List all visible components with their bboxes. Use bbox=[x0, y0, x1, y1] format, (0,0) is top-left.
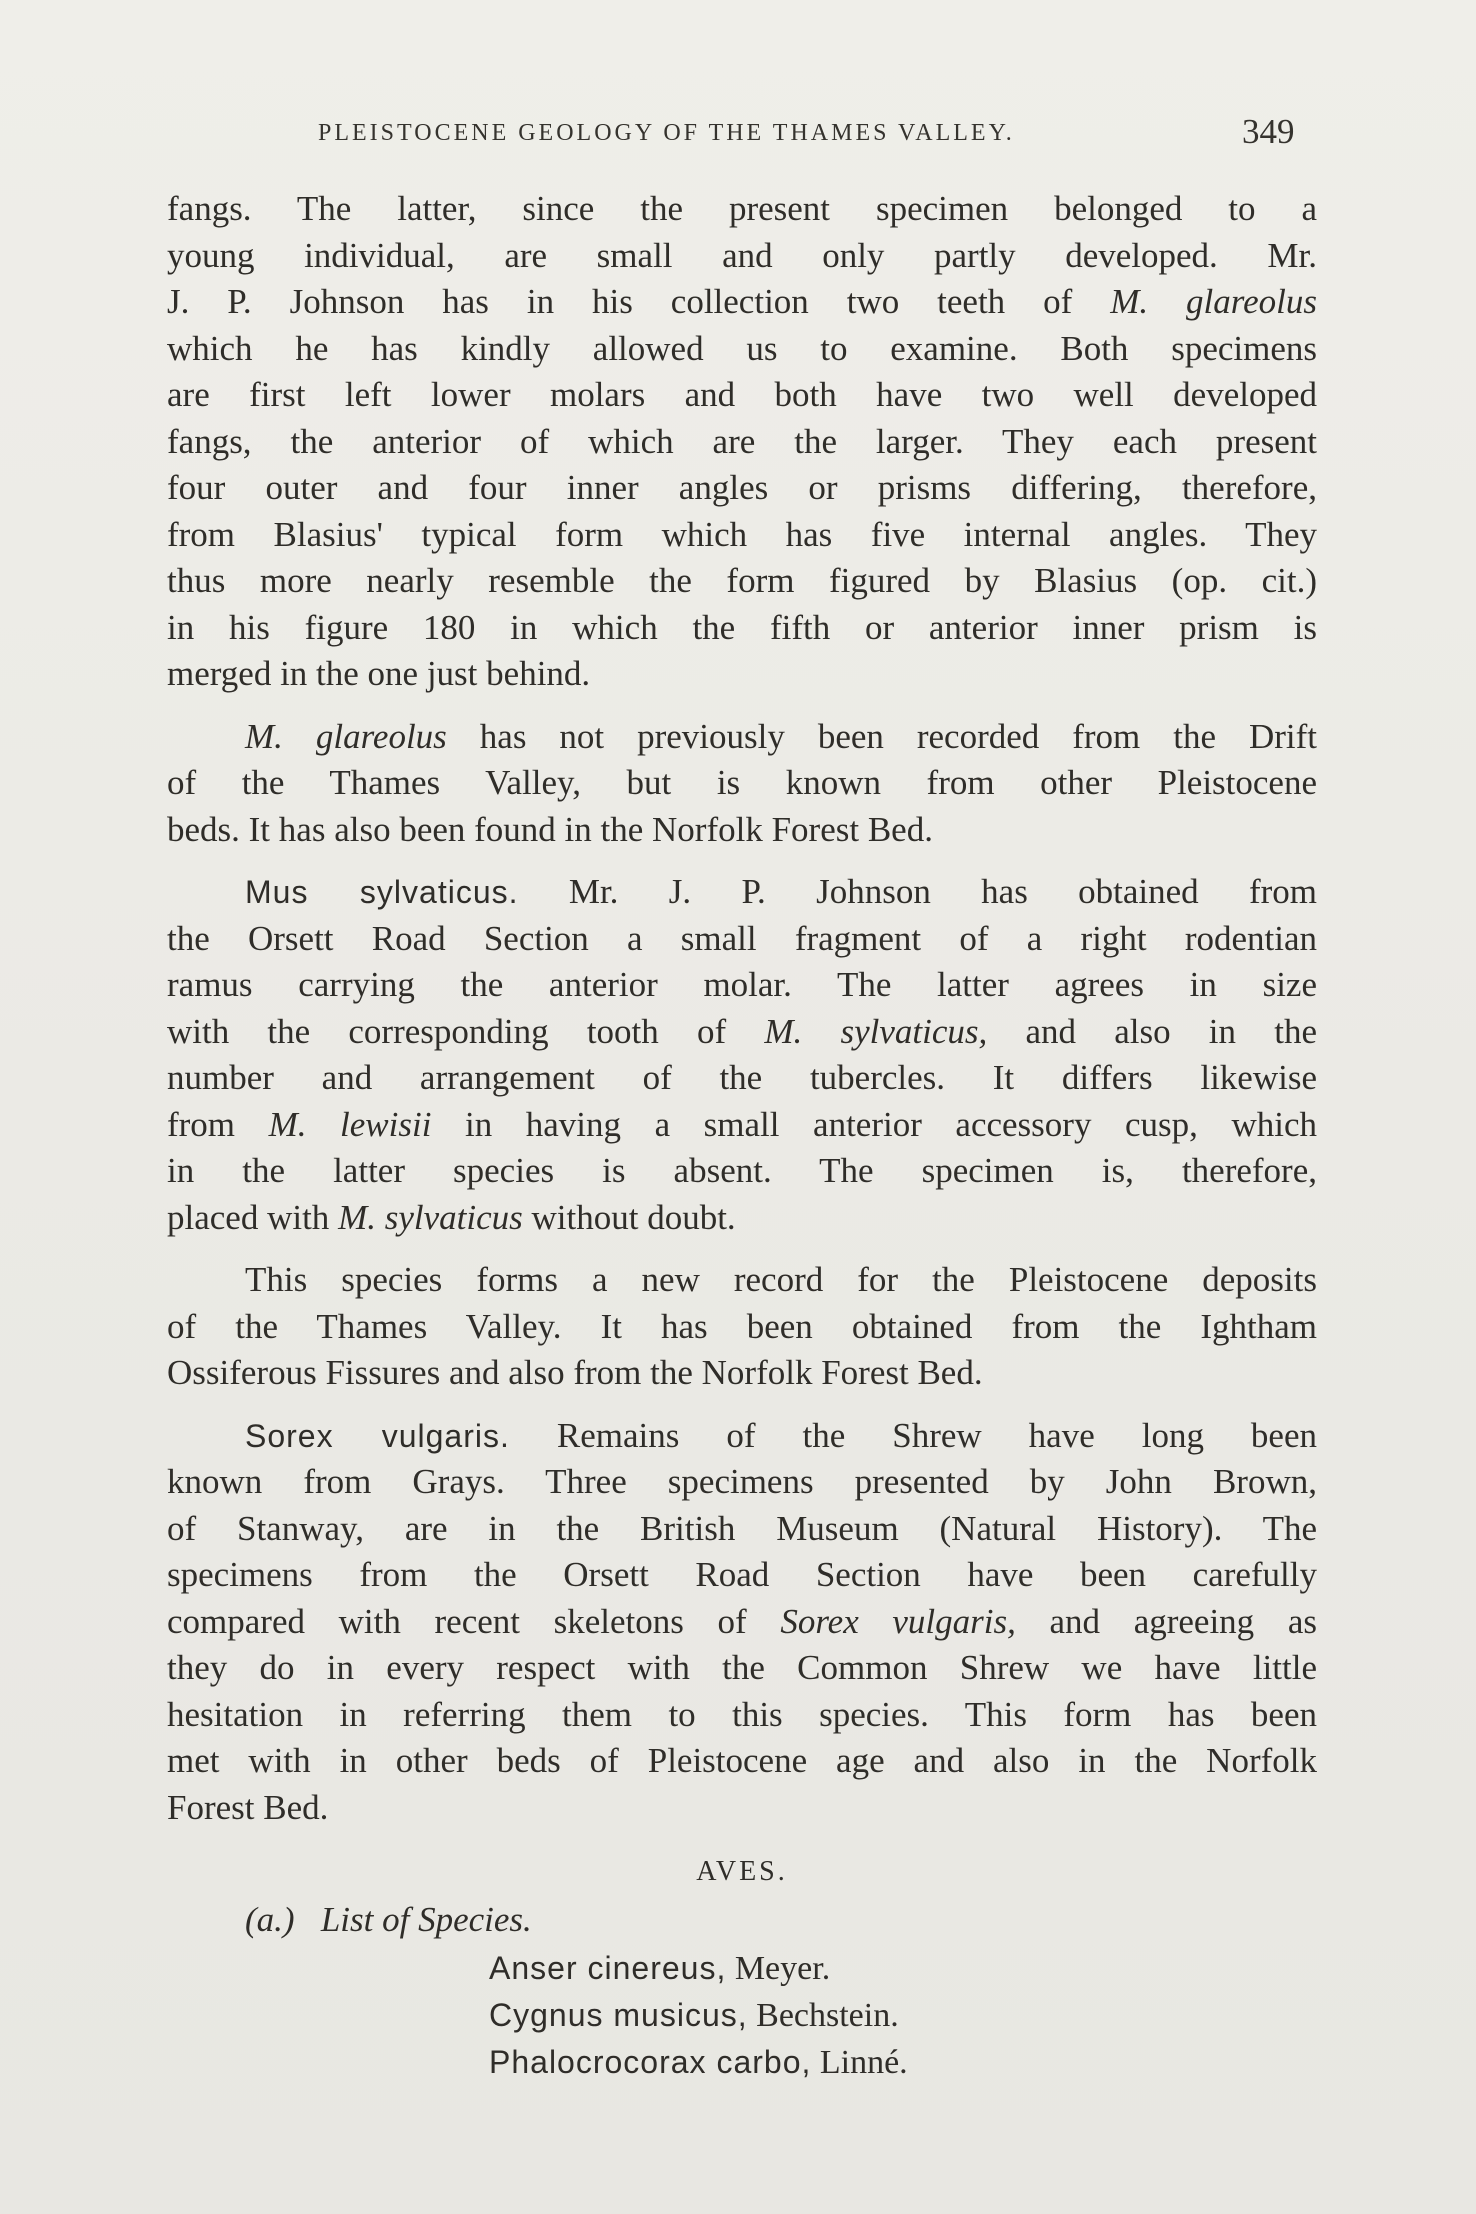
text-line: beds. It has also been found in the Norfolk Forest Bed. bbox=[167, 809, 933, 849]
page-number: 349 bbox=[1242, 112, 1295, 151]
text-line: of Stanway, are in the British Museum (Natural History). The bbox=[167, 1508, 1317, 1548]
list-subheading bbox=[167, 1895, 1317, 1945]
page-header bbox=[318, 112, 1318, 160]
text-line: hesitation in referring them to this species. This form has been bbox=[167, 1694, 1317, 1734]
paragraph-gap bbox=[167, 853, 1317, 869]
species-italic: M. sylvaticus bbox=[338, 1197, 523, 1237]
subheading-text: List of Species. bbox=[320, 1900, 532, 1939]
species-italic: M. lewisii bbox=[268, 1104, 432, 1144]
species-author: Linné. bbox=[811, 2044, 908, 2081]
text-line: fangs. The latter, since the present specimen belonged to a bbox=[167, 189, 1317, 228]
text-span: and agreeing as bbox=[1015, 1601, 1317, 1641]
running-head: PLEISTOCENE GEOLOGY OF THE THAMES VALLEY. bbox=[318, 120, 1015, 146]
text-line: thus more nearly resemble the form figured by Blasius (op. cit.) bbox=[167, 561, 1317, 600]
text-line bbox=[167, 1009, 1317, 1056]
paragraph-1 bbox=[167, 186, 1317, 698]
text-span: compared with recent skeletons of bbox=[167, 1601, 781, 1641]
text-line: which he has kindly allowed us to examine. Both specimens bbox=[167, 328, 1317, 368]
paragraph-gap bbox=[167, 698, 1317, 714]
text-line: in the latter species is absent. The specimen is, therefore, bbox=[167, 1151, 1317, 1190]
text-line bbox=[167, 1195, 1317, 1242]
text-line bbox=[167, 869, 1317, 916]
text-span: J. P. Johnson has in his collection two teeth of bbox=[167, 282, 1111, 321]
section-title-aves: AVES. bbox=[696, 1856, 788, 1887]
paragraph-gap bbox=[167, 1241, 1317, 1257]
text-line: number and arrangement of the tubercles. It differs likewise bbox=[167, 1058, 1317, 1097]
species-italic: M. glareolus bbox=[245, 716, 447, 756]
text-line bbox=[167, 279, 1317, 326]
paragraph-4 bbox=[167, 1257, 1317, 1397]
text-span: in having a small anterior accessory cusp, which bbox=[431, 1104, 1317, 1144]
text-line bbox=[167, 714, 1317, 761]
species-italic: M. glareolus bbox=[1110, 282, 1317, 321]
text-line: This species forms a new record for the Pleistocene deposits bbox=[245, 1260, 1317, 1299]
species-author: Meyer. bbox=[726, 1950, 831, 1987]
text-line: they do in every respect with the Common Shrew we have little bbox=[167, 1648, 1317, 1687]
text-line: merged in the one just behind. bbox=[167, 654, 591, 693]
species-list bbox=[167, 1945, 1317, 2086]
species-name: Phalocrocorax carbo, bbox=[489, 2044, 812, 2080]
text-span: with the corresponding tooth of bbox=[167, 1011, 765, 1051]
text-line: met with in other beds of Pleistocene age and also in the Norfolk bbox=[167, 1741, 1317, 1780]
text-line: Forest Bed. bbox=[167, 1787, 329, 1827]
text-line: fangs, the anterior of which are the larger. They each present bbox=[167, 421, 1317, 461]
text-line: the Orsett Road Section a small fragment of a right rodentian bbox=[167, 918, 1317, 958]
text-line: in his figure 180 in which the fifth or anterior inner prism is bbox=[167, 607, 1317, 647]
subheading-label: (a.) bbox=[245, 1900, 295, 1939]
text-line: are first left lower molars and both have two well developed bbox=[167, 375, 1317, 414]
text-span: and also in the bbox=[987, 1011, 1317, 1051]
text-span: without doubt. bbox=[522, 1197, 736, 1237]
paragraph-sorex-vulgaris bbox=[167, 1413, 1317, 1832]
text-span: placed with bbox=[167, 1197, 339, 1237]
text-line: young individual, are small and only partly developed. Mr. bbox=[167, 235, 1317, 275]
species-name: Anser cinereus, bbox=[489, 1950, 727, 1986]
list-item bbox=[489, 1992, 1317, 2039]
species-italic: Sorex vulgaris, bbox=[780, 1601, 1016, 1641]
text-line bbox=[167, 1102, 1317, 1149]
text-line: four outer and four inner angles or prisms differing, therefore, bbox=[167, 468, 1317, 507]
text-line: from Blasius' typical form which has five internal angles. They bbox=[167, 514, 1317, 554]
list-item bbox=[489, 1945, 1317, 1992]
species-italic: M. sylvaticus, bbox=[764, 1011, 988, 1051]
text-line: of the Thames Valley, but is known from other Pleistocene bbox=[167, 763, 1317, 802]
text-line bbox=[167, 1413, 1317, 1460]
paragraph-mus-sylvaticus bbox=[167, 869, 1317, 1241]
text-line: Ossiferous Fissures and also from the Norfolk Forest Bed. bbox=[167, 1353, 983, 1392]
species-name: Cygnus musicus, bbox=[489, 1997, 748, 2033]
species-author: Bechstein. bbox=[747, 1997, 899, 2034]
text-line bbox=[167, 1599, 1317, 1646]
paragraph-2 bbox=[167, 714, 1317, 854]
species-heading: Mus sylvaticus. bbox=[245, 874, 519, 910]
body-text bbox=[167, 186, 1317, 2086]
text-line: of the Thames Valley. It has been obtained from the Ightham bbox=[167, 1306, 1317, 1346]
species-heading: Sorex vulgaris. bbox=[245, 1417, 510, 1454]
text-line: known from Grays. Three specimens presented by John Brown, bbox=[167, 1462, 1317, 1501]
text-span: Mr. J. P. Johnson has obtained from bbox=[518, 872, 1317, 911]
text-span: has not previously been recorded from the Drift bbox=[446, 716, 1317, 756]
paragraph-gap bbox=[167, 1397, 1317, 1413]
text-span: Remains of the Shrew have long been bbox=[509, 1415, 1317, 1455]
list-item bbox=[489, 2039, 1317, 2086]
text-line: specimens from the Orsett Road Section have been carefully bbox=[167, 1555, 1317, 1594]
text-line: ramus carrying the anterior molar. The latter agrees in size bbox=[167, 965, 1317, 1004]
text-span: from bbox=[167, 1104, 269, 1144]
